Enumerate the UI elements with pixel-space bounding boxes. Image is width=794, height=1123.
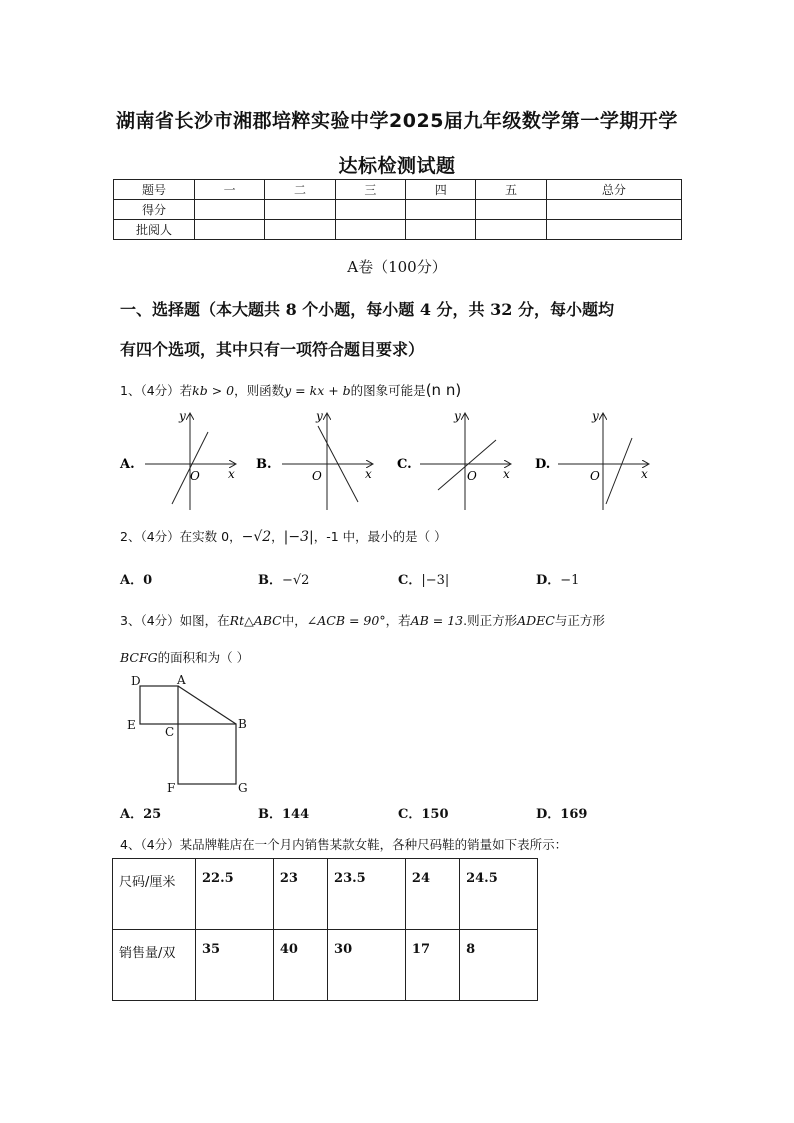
graph-option-a <box>119 409 235 510</box>
option-label: B. <box>256 457 272 472</box>
math-condition: kb > 0 <box>192 383 235 398</box>
question-text: 如图，在 <box>179 613 230 628</box>
score-cell <box>335 200 405 220</box>
point-label: G <box>238 781 248 795</box>
score-header-cell: 三 <box>335 180 405 200</box>
y-label: y <box>454 409 461 423</box>
q2-option-d <box>536 569 579 588</box>
score-cell <box>406 200 476 220</box>
score-header-cell: 总分 <box>546 180 681 200</box>
option-letter: A． <box>120 573 144 588</box>
table-cell: 24.5 <box>460 859 538 930</box>
point-label: C <box>165 725 175 739</box>
math-term: BCFG <box>120 650 158 665</box>
x-label: x <box>503 467 510 481</box>
score-cell <box>406 220 476 240</box>
score-header-cell: 题号 <box>114 180 195 200</box>
table-cell: 30 <box>328 930 406 1001</box>
answer-blank: (n n) <box>425 381 462 399</box>
x-label: x <box>365 467 372 481</box>
reviewer-row-label: 批阅人 <box>114 220 195 240</box>
point-label: B <box>238 717 247 731</box>
question-text: ，则函数 <box>234 383 285 398</box>
question-text: ， <box>271 529 284 544</box>
question-3-line2 <box>120 648 249 666</box>
score-table-header-row <box>114 180 682 200</box>
score-header-cell: 二 <box>265 180 335 200</box>
score-cell <box>195 200 265 220</box>
question-text: 若 <box>179 383 193 398</box>
table-cell: 17 <box>405 930 459 1001</box>
option-letter: D． <box>536 573 561 588</box>
math-term: ADEC <box>517 613 555 628</box>
option-letter: B． <box>258 573 282 588</box>
table-row-size <box>113 859 538 930</box>
question-4 <box>120 835 567 853</box>
q3-option-d <box>536 803 587 822</box>
question-text: 中， <box>281 613 307 628</box>
y-label: y <box>592 409 599 423</box>
option-value: 169 <box>560 807 588 822</box>
question-number: 4、（4分） <box>120 837 180 852</box>
score-cell <box>265 220 335 240</box>
score-row-label: 得分 <box>114 200 195 220</box>
q3-option-c <box>398 803 449 822</box>
question-text: 在实数 0， <box>179 529 242 544</box>
score-header-cell: 一 <box>195 180 265 200</box>
y-label: y <box>316 409 323 423</box>
table-cell: 22.5 <box>196 859 274 930</box>
page-title-line1: 湖南省长沙市湘郡培粹实验中学2025届九年级数学第一学期开学 <box>116 110 678 132</box>
question-text: .则正方形 <box>463 613 518 628</box>
table-row-sales <box>113 930 538 1001</box>
table-cell: 23.5 <box>328 859 406 930</box>
square-bcfg <box>178 724 236 784</box>
table-cell: 35 <box>196 930 274 1001</box>
option-value: 150 <box>421 807 449 822</box>
question-1 <box>120 381 461 399</box>
point-label: F <box>167 781 176 795</box>
q2-option-a <box>120 569 152 588</box>
reviewer-row <box>114 220 682 240</box>
question-text: ，-1 中，最小的是（ ） <box>313 529 447 544</box>
question-text: 某品牌鞋店在一个月内销售某款女鞋，各种尺码鞋的销量如下表所示： <box>179 837 568 852</box>
score-cell <box>476 200 546 220</box>
q3-option-a <box>120 803 161 822</box>
origin-label: O <box>467 469 477 483</box>
option-letter: B． <box>258 807 282 822</box>
graph-option-b <box>256 409 372 510</box>
score-row <box>114 200 682 220</box>
origin-label: O <box>590 469 600 483</box>
point-label: D <box>131 674 141 688</box>
score-cell <box>265 200 335 220</box>
option-value: −1 <box>560 573 580 588</box>
question-text: 的图象可能是 <box>350 383 426 398</box>
option-value: 144 <box>282 807 310 822</box>
square-adec <box>140 686 178 724</box>
option-letter: C． <box>398 807 422 822</box>
q2-option-b <box>258 569 309 588</box>
table-row-label: 销售量/双 <box>113 930 196 1001</box>
x-label: x <box>228 467 235 481</box>
table-row-label: 尺码/厘米 <box>113 859 196 930</box>
math-function: y = kx + b <box>284 383 351 398</box>
table-cell: 24 <box>405 859 459 930</box>
origin-label: O <box>312 469 322 483</box>
option-letter: D． <box>536 807 561 822</box>
function-line <box>606 438 632 504</box>
score-cell <box>195 220 265 240</box>
option-letter: A． <box>120 807 144 822</box>
point-label: E <box>127 718 136 732</box>
point-label: A <box>177 673 186 687</box>
score-table <box>113 179 682 240</box>
hypotenuse-ab <box>178 686 236 724</box>
q1-option-graphs <box>110 404 690 516</box>
math-value: |−3| <box>283 529 314 545</box>
score-header-cell: 五 <box>476 180 546 200</box>
page-title-line2: 达标检测试题 <box>338 155 456 177</box>
origin-label: O <box>190 469 200 483</box>
question-number: 1、（4分） <box>120 383 180 398</box>
option-value: 0 <box>143 573 153 588</box>
score-cell <box>546 220 681 240</box>
option-label: C. <box>397 457 412 472</box>
math-term: AB = 13 <box>410 613 464 628</box>
math-value: −√2 <box>241 529 272 545</box>
table-cell: 40 <box>273 930 327 1001</box>
question-2 <box>120 527 447 545</box>
score-cell <box>546 200 681 220</box>
option-value: −√2 <box>282 573 310 588</box>
section-heading-line1: 一、选择题（本大题共 8 个小题，每小题 4 分，共 32 分，每小题均 <box>120 300 614 319</box>
q3-option-b <box>258 803 309 822</box>
y-label: y <box>179 409 186 423</box>
option-value: 25 <box>143 807 162 822</box>
shoe-sales-table <box>112 858 538 1001</box>
table-cell: 23 <box>273 859 327 930</box>
option-letter: C． <box>398 573 422 588</box>
option-label: A. <box>120 457 135 472</box>
question-text: ，若 <box>385 613 411 628</box>
math-term: Rt△ABC <box>229 613 282 628</box>
math-term: ∠ACB = 90° <box>306 613 386 628</box>
question-number: 2、（4分） <box>120 529 180 544</box>
q3-figure <box>122 670 262 798</box>
section-heading-line2: 有四个选项，其中只有一项符合题目要求） <box>120 340 425 359</box>
question-text: 与正方形 <box>554 613 605 628</box>
table-cell: 8 <box>460 930 538 1001</box>
question-text: 的面积和为（ ） <box>157 650 250 665</box>
x-label: x <box>641 467 648 481</box>
option-label: D. <box>535 457 551 472</box>
score-cell <box>476 220 546 240</box>
graph-option-c <box>397 409 510 510</box>
question-3-line1 <box>120 611 605 629</box>
graph-option-d <box>535 409 648 510</box>
option-value: |−3| <box>421 573 450 588</box>
q2-option-c <box>398 569 449 588</box>
volume-label: A卷（100分） <box>347 258 447 276</box>
score-cell <box>335 220 405 240</box>
question-number: 3、（4分） <box>120 613 180 628</box>
score-header-cell: 四 <box>406 180 476 200</box>
